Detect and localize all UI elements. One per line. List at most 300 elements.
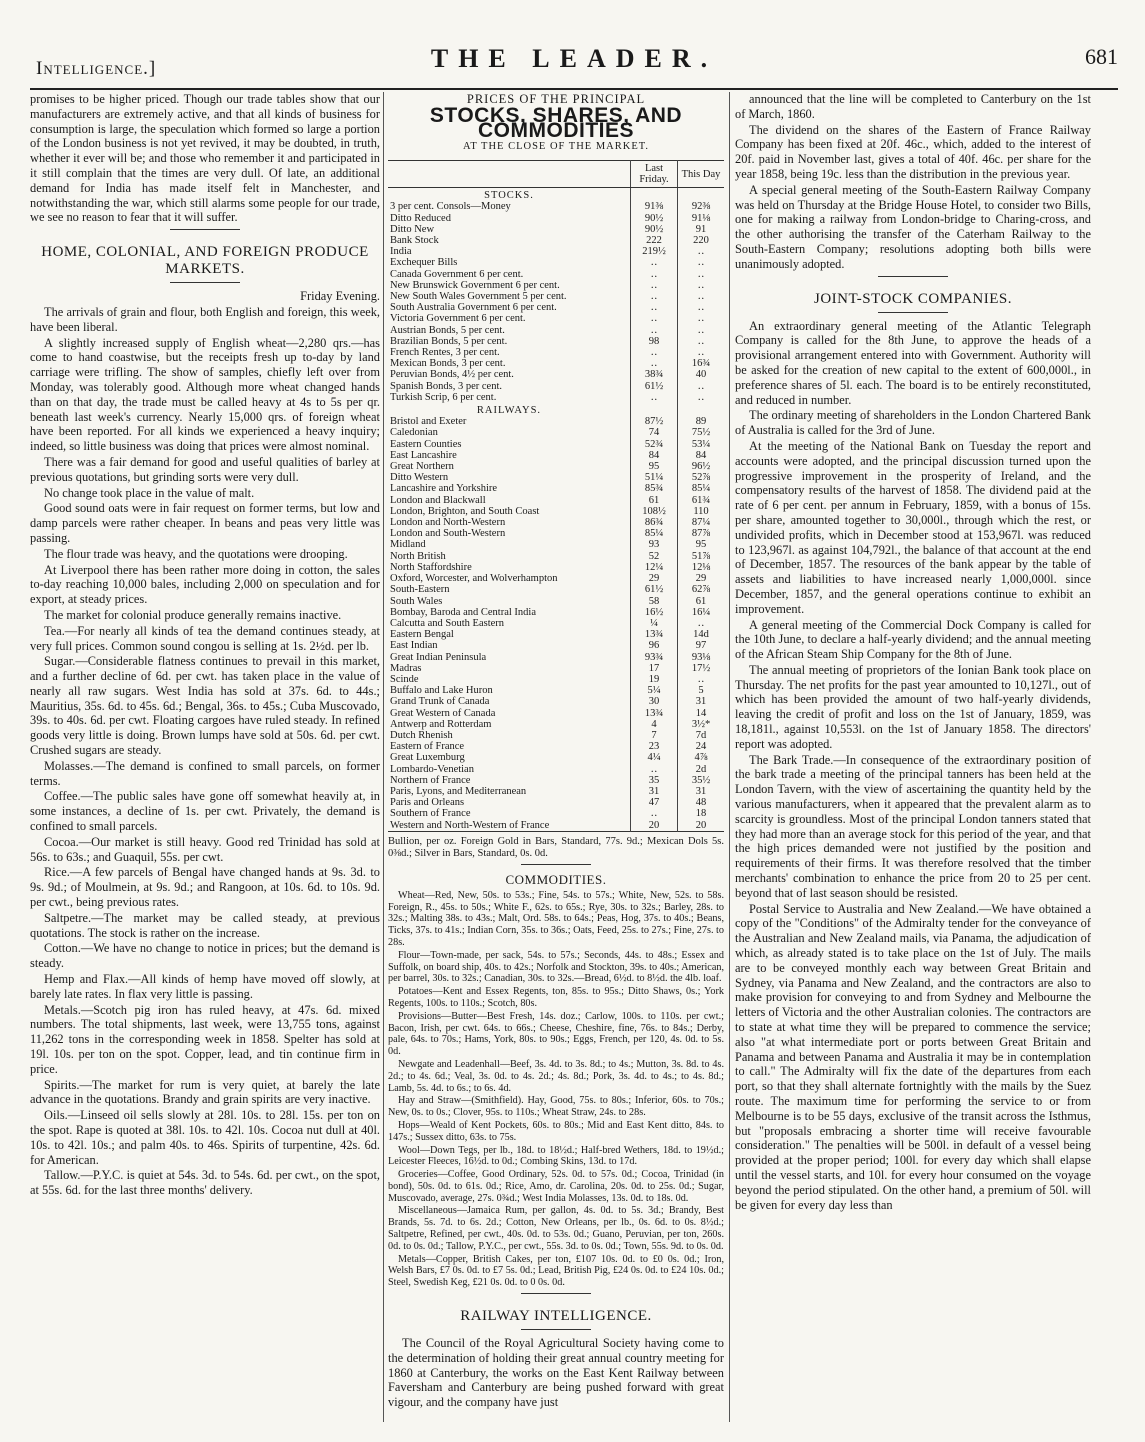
table-cell-name: Great Northern <box>390 461 454 473</box>
table-cell-this: 85¼ <box>678 483 725 494</box>
table-cell-this: 52⅞ <box>678 472 725 483</box>
paragraph: Metals.—Scotch pig iron has ruled heavy, at 47s. 6d. mixed numbers. The total shipments, last week, were 13,755 tons, against 11,262 tons in the corresponding week in 1858. Spelter has sold at 19l. 10s. per ton on the spot. Copper, lead, and tin continue firm in price. <box>30 1002 380 1076</box>
table-cell-this: 14 <box>678 708 725 719</box>
table-cell <box>678 403 725 416</box>
table-cell-last: 90½ <box>631 224 678 235</box>
table-cell-last: ‥ <box>631 280 678 291</box>
table-cell-last: 30 <box>631 696 678 707</box>
table-cell-last: ¼ <box>631 618 678 629</box>
table-row <box>388 539 724 550</box>
group-label: STOCKS. <box>484 190 534 202</box>
table-cell-name: London, Brighton, and South Coast <box>390 505 540 517</box>
table-cell-last: ‥ <box>631 302 678 313</box>
table-cell-this: 84 <box>678 450 725 461</box>
table-cell-this: 3½* <box>678 719 725 730</box>
table-cell-name: Antwerp and Rotterdam <box>390 718 492 730</box>
paragraph: Tallow.—P.Y.C. is quiet at 54s. 3d. to 54s. 6d. per cwt., on the spot, at 55s. 6d. for the last three months' delivery. <box>30 1168 380 1198</box>
table-cell-this: ‥ <box>678 336 725 347</box>
table-cell-last: 12¼ <box>631 562 678 573</box>
table-cell-last: 98 <box>631 336 678 347</box>
table-row <box>388 392 724 403</box>
table-row <box>388 302 724 313</box>
stocks-kicker: PRICES OF THE PRINCIPAL <box>466 92 646 106</box>
table-row <box>388 584 724 595</box>
commodity-entry: Wool—Down Tegs, per lb., 18d. to 18½d.; Half-bred Wethers, 18d. to 19½d.; Leicester Fleeces, 16½d. to 0d.; Combing Skins, 13d. to 17d. <box>388 1144 724 1168</box>
table-cell-this: 29 <box>678 573 725 584</box>
table-cell-this: 31 <box>678 786 725 797</box>
table-cell-this: ‥ <box>678 246 725 257</box>
table-row <box>388 257 724 268</box>
table-cell-this: 20 <box>678 820 725 832</box>
railway-heading: RAILWAY INTELLIGENCE. <box>460 1308 652 1325</box>
table-row <box>388 573 724 584</box>
section-heading: Intelligence.] <box>36 58 157 79</box>
table-row <box>388 640 724 651</box>
table-cell-name: Ditto Reduced <box>390 212 451 224</box>
table-cell-this: 75½ <box>678 427 725 438</box>
table-cell-last: 87½ <box>631 416 678 427</box>
table-cell-name: North Staffordshire <box>390 561 472 573</box>
table-cell-this: 35½ <box>678 775 725 786</box>
table-row <box>388 246 724 257</box>
table-cell-last: 108½ <box>631 506 678 517</box>
table-row <box>388 764 724 775</box>
table-cell-this: 12⅛ <box>678 562 725 573</box>
dateline: Friday Evening. <box>300 289 380 304</box>
table-cell-this: 110 <box>678 506 725 517</box>
table-cell-name: Ditto New <box>390 223 435 235</box>
table-row <box>388 347 724 358</box>
table-row <box>388 381 724 392</box>
table-cell-name: Dutch Rhenish <box>390 729 453 741</box>
paragraph: Spirits.—The market for rum is very quiet, at barely the late advance in the quotations. Brandy and grain spirits are very inactive. <box>30 1077 380 1107</box>
table-header-name <box>388 161 631 188</box>
table-cell-last: ‥ <box>631 313 678 324</box>
paragraph: Oils.—Linseed oil sells slowly at 28l. 10s. to 28l. 15s. per ton on the spot. Rape is quoted at 38l. 10s. to 42l. 10s. Cocoa nut dull at 40l. 10s. to 42l. 10s.; and palm 40s. to 46s. Spirits of turpentine, 42s. 6d. for American. <box>30 1108 380 1167</box>
column-left <box>30 92 380 1422</box>
table-cell-last: 4 <box>631 719 678 730</box>
commodity-entry: Provisions—Butter—Best Fresh, 14s. doz.; Carlow, 100s. to 110s. per cwt.; Bacon, Irish, per cwt. 64s. to 66s.; Cheese, Cheshire, fine, 76s. to 84s.; Derby, pale, 64s. to 70s.; Hams, York, 80s. to 90s.; Eggs, French, per 120, 4s. 0d. to 5s. 0d. <box>388 1010 724 1058</box>
commodities-heading: COMMODITIES. <box>505 871 607 887</box>
commodity-entry: Flour—Town-made, per sack, 54s. to 57s.; Seconds, 44s. to 48s.; Essex and Suffolk, on board ship, 40s. to 42s.; Norfolk and Stockton, 39s. to 40s.; American, per barrel, 30s. to 32s.; Canadian, 30s. to 32s.—Bread, 6½d. to 8½d. the 4lb. loaf. <box>388 949 724 985</box>
table-cell-name: East Indian <box>390 640 438 652</box>
article-heading: JOINT-STOCK COMPANIES. <box>814 290 1012 307</box>
table-cell-name: Lancashire and Yorkshire <box>390 483 498 495</box>
commodities-list <box>388 890 724 1289</box>
table-cell-name: South Wales <box>390 595 443 607</box>
table-cell-last: 4¼ <box>631 752 678 763</box>
paragraph: An extraordinary general meeting of the Atlantic Telegraph Company is called for the 8th June, to approve the heads of a provisional arrangement entered into with Government. Authority will be asked for the creation of new capital to the extent of 600,000l., in preference shares of 5l. each. The board is to be entirely reconstituted, and reduced in number. <box>735 318 1091 407</box>
table-row <box>388 674 724 685</box>
table-row <box>388 685 724 696</box>
table-cell-name: Exchequer Bills <box>390 257 458 269</box>
rule <box>521 1293 591 1294</box>
table-cell-last: 17 <box>631 663 678 674</box>
table-cell-name: Eastern Bengal <box>390 629 454 641</box>
table-cell-last: 85¼ <box>631 528 678 539</box>
table-row <box>388 461 724 472</box>
table-cell-last: 13¾ <box>631 708 678 719</box>
table-row <box>388 696 724 707</box>
table-group-row <box>388 403 724 416</box>
table-cell-last: 95 <box>631 461 678 472</box>
table-cell-this: ‥ <box>678 347 725 358</box>
table-row <box>388 808 724 819</box>
table-cell-last: ‥ <box>631 358 678 369</box>
table-row <box>388 313 724 324</box>
table-cell-name: Great Indian Peninsula <box>390 651 487 663</box>
table-cell-last: ‥ <box>631 392 678 403</box>
table-cell-name: Great Luxemburg <box>390 752 465 764</box>
table-row <box>388 369 724 380</box>
table-cell-this: 16¾ <box>678 358 725 369</box>
column-divider <box>729 92 730 1422</box>
table-cell-this: 97 <box>678 640 725 651</box>
table-row <box>388 427 724 438</box>
table-cell-name: Paris and Orleans <box>390 797 465 809</box>
group-label: RAILWAYS. <box>476 405 542 417</box>
table-cell-last: 5¼ <box>631 685 678 696</box>
table-cell-this: ‥ <box>678 674 725 685</box>
table-cell <box>631 188 678 202</box>
paragraph: Postal Service to Australia and New Zealand.—We have obtained a copy of the "Conditions" of the Admiralty tender for the conveyance of the Australian and New Zealand mails, via Panama, the adjudication of which, as already stated is to take place on the 1st of July. The mails are to be conveyed monthly each way between Great Britain and Sydney, via Panama and New Zealand, and the contractors are also to make provision for conveying to and from Sydney and Melbourne the letters of Victoria and the other Australian colonies. The contractors are to state at what time they will be prepared to commence the service; also "at what intermediate port or ports between Great Britain and Panama and between Panama and Australia it may be in contemplation to call." The Admiralty will fix the date of the departures from each port, so that they shall alternate fortnightly with the mails by the Suez route. The maximum time for performing the service to or from Melbourne is to be 55 days, exclusive of the transit across the Isthmus, but "proposals embracing a shorter time will receive favourable consideration." The penalties will be 500l. in default of a vessel being provided at the proper period; 100l. for every day which shall elapse until the vessel starts, and 10l. for every hour consumed on the voyage beyond the period stipulated. On the other hand, a premium of 50l. will be given for every day less than <box>735 901 1091 1212</box>
table-row <box>388 291 724 302</box>
table-row <box>388 618 724 629</box>
rule <box>170 282 240 283</box>
table-cell-name: Western and North-Western of France <box>390 819 550 831</box>
table-cell-name: Buffalo and Lake Huron <box>390 685 493 697</box>
table-row <box>388 269 724 280</box>
table-cell-name: Great Western of Canada <box>390 707 496 719</box>
table-row <box>388 708 724 719</box>
table-cell-this: 95 <box>678 539 725 550</box>
paragraph: Rice.—A few parcels of Bengal have changed hands at 9s. 3d. to 9s. 9d.; of Moulmein, at 9s. 9d.; and Rangoon, at 10s. 6d. to 10s. 9d. per cwt., being previous rates. <box>30 865 380 910</box>
table-cell-name: Bank Stock <box>390 235 439 246</box>
commodity-entry: Potatoes—Kent and Essex Regents, ton, 85s. to 95s.; Ditto Shaws, 0s.; York Regents, 100s. to 110s.; Scotch, 80s. <box>388 986 724 1009</box>
table-cell <box>631 403 678 416</box>
table-cell-this: 91 <box>678 224 725 235</box>
stocks-table <box>388 160 724 832</box>
table-cell-this: 18 <box>678 808 725 819</box>
table-cell-this: 92⅜ <box>678 201 725 212</box>
table-cell-this: ‥ <box>678 280 725 291</box>
table-row <box>388 719 724 730</box>
commodity-entry: Newgate and Leadenhall—Beef, 3s. 4d. to 3s. 8d.; to 4s.; Mutton, 3s. 8d. to 4s. 2d.; to 4s. 6d.; Veal, 3s. 0d. to 4s. 2d.; 4s. 8d.; Pork, 3s. 4d. to 4s.; to 4s. 8d.; Lamb, 5s. 4d. to 6s.; to 6s. 4d. <box>388 1058 724 1094</box>
table-cell-last: 19 <box>631 674 678 685</box>
table-cell-name: London and South-Western <box>390 528 506 540</box>
table-cell-last: 20 <box>631 820 678 832</box>
table-row <box>388 596 724 607</box>
table-cell-last: 91⅜ <box>631 201 678 212</box>
table-cell-name: Mexican Bonds, 3 per cent. <box>390 358 506 370</box>
table-row <box>388 730 724 741</box>
table-row <box>388 652 724 663</box>
stocks-title: STOCKS, SHARES, AND COMMODITIES <box>429 103 683 142</box>
rule <box>521 864 591 865</box>
table-row <box>388 562 724 573</box>
table-cell-name: Spanish Bonds, 3 per cent. <box>390 380 502 392</box>
table-cell-name: Oxford, Worcester, and Wolverhampton <box>390 573 558 585</box>
table-cell-name: Southern of France <box>390 808 471 820</box>
article-heading: HOME, COLONIAL, AND FOREIGN PRODUCE MARKETS. <box>41 244 369 278</box>
table-cell-name: Peruvian Bonds, 4½ per cent. <box>390 369 514 381</box>
table-cell-last: 61½ <box>631 584 678 595</box>
table-row <box>388 820 724 832</box>
table-cell-last: ‥ <box>631 808 678 819</box>
table-row <box>388 483 724 494</box>
table-cell-last: 222 <box>631 235 678 246</box>
table-cell-last: 86¾ <box>631 517 678 528</box>
table-cell-last: 29 <box>631 573 678 584</box>
table-cell-this: 53¼ <box>678 439 725 450</box>
table-cell-this: 96½ <box>678 461 725 472</box>
table-cell-this: 61 <box>678 596 725 607</box>
table-cell-last: 52¾ <box>631 439 678 450</box>
paragraph: The dividend on the shares of the Eastern of France Railway Company has been fixed at 20f. 46c., which, added to the interest of 20f. paid in November last, gives a total of 40f. 46c. per share for the year 1858, being 19c. less than the distribution in the previous year. <box>735 122 1091 181</box>
table-row <box>388 450 724 461</box>
table-cell-this: 40 <box>678 369 725 380</box>
table-cell-this: 61¾ <box>678 495 725 506</box>
table-row <box>388 797 724 808</box>
table-cell-last: 58 <box>631 596 678 607</box>
paragraph: No change took place in the value of malt. <box>44 485 255 500</box>
table-cell-name: Northern of France <box>390 774 471 786</box>
paper-title: THE LEADER. <box>430 44 718 73</box>
commodity-entry: Hay and Straw—(Smithfield). Hay, Good, 75s. to 80s.; Inferior, 60s. to 70s.; New, 0s. to 0s.; Clover, 95s. to 110s.; Wheat Straw, 24s. to 28s. <box>388 1095 724 1119</box>
table-cell-this: 2d <box>678 764 725 775</box>
paragraph: The annual meeting of proprietors of the Ionian Bank took place on Thursday. The net profits for the past year amounted to 10,127l., out of which has been provided the amount of two half-yearly dividends, leaving the credit of profit and loss on the 1st of January, 1859, was 18,181l., against 10,553l. on the 1st of January 1858. The directors' report was adopted. <box>735 662 1091 751</box>
paragraph: At the meeting of the National Bank on Tuesday the report and accounts were adopted, and the principal discussion turned upon the progressive improvement in the prosperity of Ireland, and the compensatory results of the harvest of 1858. The dividend paid at the rate of 6 per cent. per annum in February, 1859, with a bonus of 15s. per share, amounted together to 30,000l., through which the rest, or undivided profits, which in December stood at 153,967l. was reduced to 123,967l. as against 104,792l., the balance of that account at the end of December, 1857. The resources of the bank appear by the table of assets and liabilities to have increased nearly 1,000,000l. since December, 1857, and the general operations continue to exhibit an improvement. <box>735 438 1091 616</box>
paragraph: promises to be higher priced. Though our trade tables show that our manufacturers are extremely active, and that all kinds of business for consumption is large, the speculation which formed so large a portion of the London business is not yet revived, it may be doubted, in truth, whether it ever will be; and those who remember it and participated in it still complain that the times are very dull. Of late, an additional demand for India has made itself felt in Manchester, and notwithstanding the war, which still alarms some people for our trade, we see no reason to fear that it will suffer. <box>30 92 380 225</box>
table-cell-this: 31 <box>678 696 725 707</box>
table-cell-last: ‥ <box>631 257 678 268</box>
table-row <box>388 551 724 562</box>
table-cell <box>678 188 725 202</box>
table-row <box>388 336 724 347</box>
bullion-note: Bullion, per oz. Foreign Gold in Bars, Standard, 77s. 9d.; Mexican Dols 5s. 0⅜d.; Silver in Bars, Standard, 0s. 0d. <box>388 835 724 859</box>
commodity-entry: Wheat—Red, New, 50s. to 53s.; Fine, 54s. to 57s.; White, New, 52s. to 58s. Foreign, R., 45s. to 50s.; White F., 62s. to 65s.; Rye, 30s. to 32s.; Barley, 28s. to 32s.; Malting 38s. to 43s.; Malt, Ord. 58s. to 64s.; Peas, Hog, 37s. to 40s.; Beans, Ticks, 37s. to 41s.; Indian Corn, 35s. to 36s.; Oats, Feed, 25s. to 27s.; Fine, 27s. to 28s. <box>388 889 724 948</box>
table-cell-name: Midland <box>390 539 426 551</box>
table-cell-last: 38¾ <box>631 369 678 380</box>
table-group-row <box>388 188 724 202</box>
table-cell-name: Canada Government 6 per cent. <box>390 268 524 280</box>
table-cell-name: 3 per cent. Consols—Money <box>390 201 511 213</box>
table-cell-name: Caledonian <box>390 427 438 439</box>
table-row <box>388 517 724 528</box>
paragraph: The ordinary meeting of shareholders in the London Chartered Bank of Australia is called for the 3rd of June. <box>735 408 1091 438</box>
paragraph: Cocoa.—Our market is still heavy. Good red Trinidad has sold at 56s. to 63s.; and Guaquil, 55s. per cwt. <box>30 834 380 864</box>
table-cell-this: 91⅛ <box>678 213 725 224</box>
paragraph: Coffee.—The public sales have gone off somewhat heavily at, in some instances, a decline of 1s. per cwt. Privately, the demand is confined to small parcels. <box>30 789 380 834</box>
table-row <box>388 235 724 246</box>
paragraph: Saltpetre.—The market may be called steady, at previous quotations. The stock is rather on the increase. <box>30 910 380 940</box>
table-row <box>388 213 724 224</box>
table-cell-this: ‥ <box>678 302 725 313</box>
table-cell-last: 85¾ <box>631 483 678 494</box>
table-cell-name: New South Wales Government 5 per cent. <box>390 291 567 303</box>
table-cell-name: Brazilian Bonds, 5 per cent. <box>390 335 508 347</box>
table-row <box>388 325 724 336</box>
paragraph: The Council of the Royal Agricultural Society having come to the determination of holding their great annual country meeting for 1860 at Canterbury, the works on the East Kent Railway between Faversham and Canterbury are being pushed forward with great vigour, and the company have just <box>388 1336 724 1410</box>
table-cell-name: Calcutta and South Eastern <box>390 617 505 629</box>
table-cell-name: Turkish Scrip, 6 per cent. <box>390 391 497 403</box>
table-cell-name: South Australia Government 6 per cent. <box>390 302 557 314</box>
table-cell-this: ‥ <box>678 392 725 403</box>
table-cell-name: London and Blackwall <box>390 494 486 506</box>
rule <box>878 312 948 313</box>
table-cell-last: 96 <box>631 640 678 651</box>
table-cell-this: 51⅞ <box>678 551 725 562</box>
table-cell-name: India <box>390 246 412 258</box>
article-body <box>735 319 1091 1213</box>
header-rule <box>30 88 1118 90</box>
table-cell-name: Bombay, Baroda and Central India <box>390 606 536 618</box>
table-cell-last: ‥ <box>631 764 678 775</box>
table-header-last-friday: Last Friday. <box>631 161 678 188</box>
table-cell-name: Ditto Western <box>390 472 449 484</box>
table-cell-name: London and North-Western <box>390 517 506 529</box>
table-cell-name: French Rentes, 3 per cent. <box>390 347 500 359</box>
table-cell-this: ‥ <box>678 291 725 302</box>
table-cell-last: 74 <box>631 427 678 438</box>
paragraph: The arrivals of grain and flour, both English and foreign, this week, have been liberal. <box>30 304 380 334</box>
paragraph: The Bark Trade.—In consequence of the extraordinary position of the bark trade a meeting of the principal tanners has been held at the London Tavern, with the view of ascertaining the quantity held by the various manufacturers, when it appeared that the prevalent alarm as to scarcity is groundless. Most of the principal London tanners stated that they had more than an average stock for this period of the year, and that the high prices demanded were not justified by the position and requirements of their firms. It was therefore resolved that the timber merchants' combination to enhance the price from 20 to 25 per cent. beyond that of last season should be resisted. <box>735 752 1091 900</box>
rule <box>878 276 948 277</box>
paragraph: The market for colonial produce generally remains inactive. <box>44 607 342 622</box>
table-row <box>388 358 724 369</box>
table-cell-this: ‥ <box>678 313 725 324</box>
paragraph: The flour trade was heavy, and the quotations were drooping. <box>44 546 348 561</box>
table-cell-this: 62⅞ <box>678 584 725 595</box>
table-cell-this: 17½ <box>678 663 725 674</box>
table-cell-this: 93⅛ <box>678 652 725 663</box>
article-body <box>30 305 380 1198</box>
column-middle <box>388 92 724 1422</box>
table-cell-last: 16½ <box>631 607 678 618</box>
table-cell-name: Scinde <box>390 673 419 685</box>
table-row <box>388 416 724 427</box>
table-cell-this: ‥ <box>678 381 725 392</box>
table-cell-name: Grand Trunk of Canada <box>390 696 490 708</box>
table-row <box>388 607 724 618</box>
stocks-table-body <box>388 188 724 832</box>
table-cell-this: 87⅞ <box>678 528 725 539</box>
table-cell-this: 4⅞ <box>678 752 725 763</box>
table-cell-last: 31 <box>631 786 678 797</box>
table-row <box>388 224 724 235</box>
page-number: 681 <box>1085 44 1118 69</box>
paragraph: announced that the line will be completed to Canterbury on the 1st of March, 1860. <box>735 92 1091 121</box>
column-right <box>735 92 1091 1422</box>
table-cell-this: 14d <box>678 629 725 640</box>
table-cell-name: Madras <box>390 662 422 674</box>
paragraph: Good sound oats were in fair request on former terms, but low and damp parcels were rather cheaper. In beans and peas very little was passing. <box>30 501 380 545</box>
table-cell-last: 47 <box>631 797 678 808</box>
table-row <box>388 439 724 450</box>
table-cell-last: 61½ <box>631 381 678 392</box>
table-cell-this: ‥ <box>678 325 725 336</box>
page-header <box>30 42 1118 96</box>
table-cell-name: Bristol and Exeter <box>390 416 467 428</box>
paragraph: A general meeting of the Commercial Dock Company is called for the 10th June, to declare a half-yearly dividend; and the annual meeting of the African Steam Ship Company for the 8th of June. <box>735 617 1091 662</box>
table-row <box>388 775 724 786</box>
table-cell-this: 5 <box>678 685 725 696</box>
table-row <box>388 528 724 539</box>
table-cell-this: ‥ <box>678 269 725 280</box>
paragraph: Tea.—For nearly all kinds of tea the demand continues steady, at very full prices. Common sound congou is selling at 1s. 2½d. per lb. <box>30 623 380 653</box>
table-cell-last: 13¾ <box>631 629 678 640</box>
table-row <box>388 752 724 763</box>
table-cell-name: Paris, Lyons, and Mediterranean <box>390 785 527 797</box>
table-cell-this: 89 <box>678 416 725 427</box>
table-cell-last: 52 <box>631 551 678 562</box>
table-cell-last: 7 <box>631 730 678 741</box>
table-cell-last: ‥ <box>631 291 678 302</box>
table-header-this-day: This Day <box>678 161 725 188</box>
stocks-subtitle: AT THE CLOSE OF THE MARKET. <box>462 141 650 153</box>
commodity-entry: Hops—Weald of Kent Pockets, 60s. to 80s.; Mid and East Kent ditto, 84s. to 147s.; Sussex ditto, 63s. to 75s. <box>388 1119 724 1143</box>
paragraph: There was a fair demand for good and useful qualities of barley at previous quotations, but grinding sorts were very dull. <box>30 454 380 484</box>
paragraph: Hemp and Flax.—All kinds of hemp have moved off slowly, at barely late rates. In flax very little is passing. <box>30 972 380 1001</box>
column-divider <box>383 92 384 1422</box>
table-cell-name: East Lancashire <box>390 449 457 461</box>
table-cell-this: ‥ <box>678 257 725 268</box>
table-row <box>388 495 724 506</box>
table-cell-this: ‥ <box>678 618 725 629</box>
table-cell-last: ‥ <box>631 347 678 358</box>
table-cell-this: 48 <box>678 797 725 808</box>
table-row <box>388 201 724 212</box>
table-cell-last: ‥ <box>631 325 678 336</box>
article-body <box>735 92 1091 272</box>
table-row <box>388 280 724 291</box>
table-cell-this: 24 <box>678 741 725 752</box>
paragraph: Molasses.—The demand is confined to small parcels, on former terms. <box>30 758 380 788</box>
table-cell-name: Victoria Government 6 per cent. <box>390 313 526 325</box>
table-row <box>388 786 724 797</box>
table-row <box>388 629 724 640</box>
commodity-entry: Miscellaneous—Jamaica Rum, per gallon, 4s. 0d. to 5s. 3d.; Brandy, Best Brands, 5s. 7d. to 6s. 2d.; Cotton, New Orleans, per lb., 0s. 6d. to 0s. 8½d.; Saltpetre, Refined, per cwt., 40s. 0d. to 53s. 0d.; Guano, Peruvian, per ton, 260s. 0d. to 0s. 0d.; Tallow, P.Y.C., per cwt., 55s. 3d. to 0s. 0d.; Town, 55s. 9d. to 0s. 0d. <box>388 1205 724 1252</box>
commodity-entry: Groceries—Coffee, Good Ordinary, 52s. 0d. to 57s. 0d.; Cocoa, Trinidad (in bond), 50s. 0d. to 61s. 0d.; Rice, Amo, dr. Carolina, 20s. 0d. to 25s. 0d.; Sugar, Muscovado, average, 27s. 0¾d.; West India Molasses, 13s. 0d. to 18s. 0d. <box>388 1169 724 1204</box>
table-row <box>388 506 724 517</box>
table-cell-name: New Brunswick Government 6 per cent. <box>390 279 560 291</box>
table-row <box>388 472 724 483</box>
table-cell-last: ‥ <box>631 269 678 280</box>
table-cell-this: 16¼ <box>678 607 725 618</box>
table-cell-this: 220 <box>678 235 725 246</box>
rule <box>170 229 240 230</box>
table-cell-name: Austrian Bonds, 5 per cent. <box>390 324 505 336</box>
table-row <box>388 741 724 752</box>
paragraph: A slightly increased supply of English wheat—2,280 qrs.—has come to hand coastwise, but the receipts fresh up to-day by land carriage were trifling. The show of samples, chiefly left over from Monday, was tolerably good. Although more wheat changed hands than on that day, the trade must be called heavy at 4s to 5s per qr. beneath last week's currency. Nearly 15,000 qrs. of foreign wheat have been reported. For all kinds we experienced a heavy inquiry; indeed, so little business was doing that prices were almost nominal. <box>30 335 380 454</box>
table-cell-name: Eastern of France <box>390 741 465 753</box>
paragraph: Sugar.—Considerable flatness continues to prevail in this market, and a further decline of 6d. per cwt. has taken place in the value of nearly all raw sugars. West India has sold at 37s. 6d. to 44s.; Mauritius, 35s. 6d. to 45s. 6d.; Bengal, 36s. to 45s.; Cuba Muscovado, 39s. to 40s. 6d. per cwt. Floating cargoes have ruled steady. In refined goods very little is doing. Brown lumps have sold at 50s. 6d. per cwt. Crushed sugars are steady. <box>30 654 380 758</box>
table-row <box>388 663 724 674</box>
table-cell-last: 84 <box>631 450 678 461</box>
rule <box>521 1329 591 1330</box>
table-cell-name: Lombardo-Venetian <box>390 763 474 775</box>
table-cell-last: 61 <box>631 495 678 506</box>
table-cell-last: 51¼ <box>631 472 678 483</box>
table-cell-name: South-Eastern <box>390 584 450 596</box>
table-cell-last: 90½ <box>631 213 678 224</box>
table-cell-this: 87¼ <box>678 517 725 528</box>
paragraph: At Liverpool there has been rather more doing in cotton, the sales to-day reaching 10,000 bales, including 2,000 on speculation and for export, at steady prices. <box>30 562 380 607</box>
table-cell-last: 93¾ <box>631 652 678 663</box>
table-cell-last: 35 <box>631 775 678 786</box>
table-cell-name: North British <box>390 550 446 562</box>
table-cell-last: 93 <box>631 539 678 550</box>
